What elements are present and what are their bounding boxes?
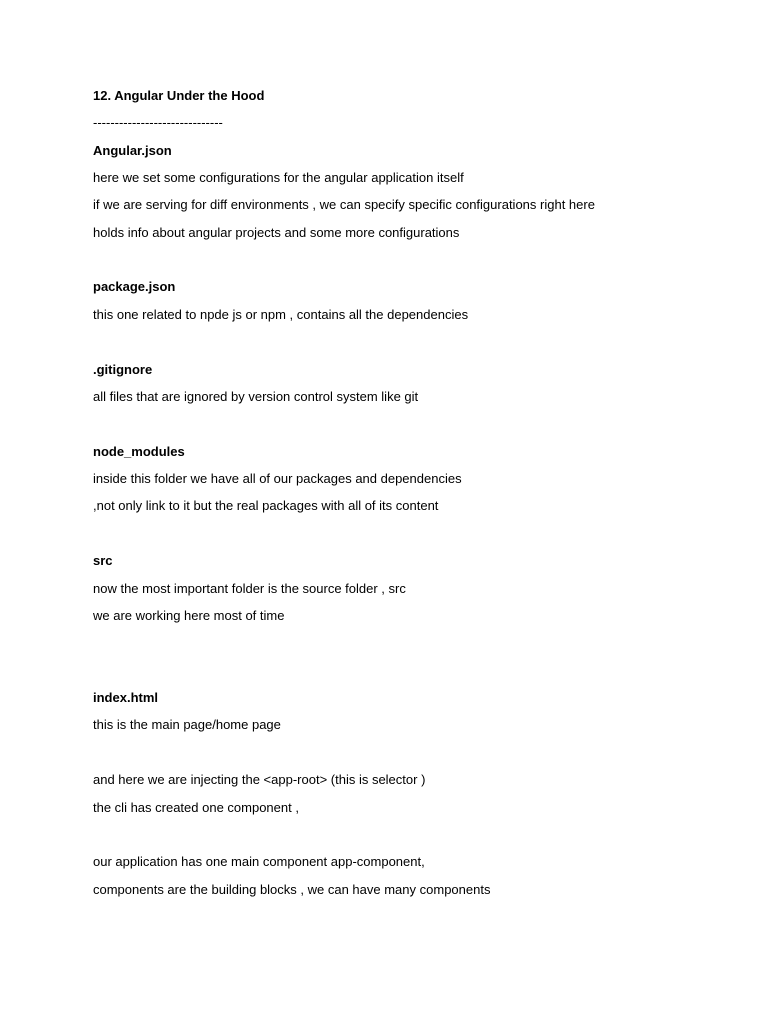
paragraph-line: the cli has created one component , bbox=[93, 800, 299, 815]
paragraph-line: components are the building blocks , we can have many components bbox=[93, 882, 491, 897]
paragraph-line: and here we are injecting the <app-root> (this is selector ) bbox=[93, 772, 426, 787]
doc-title: 12. Angular Under the Hood bbox=[93, 88, 265, 103]
section-heading-gitignore: .gitignore bbox=[93, 362, 153, 377]
paragraph-line: ,not only link to it but the real packages with all of its content bbox=[93, 498, 439, 513]
section-heading-src: src bbox=[93, 553, 113, 568]
paragraph-line: here we set some configurations for the angular application itself bbox=[93, 170, 464, 185]
paragraph-line: inside this folder we have all of our packages and dependencies bbox=[93, 471, 462, 486]
section-heading-index-html: index.html bbox=[93, 690, 159, 705]
paragraph-line: now the most important folder is the source folder , src bbox=[93, 581, 406, 596]
paragraph-line: we are working here most of time bbox=[93, 608, 285, 623]
paragraph-line: all files that are ignored by version control system like git bbox=[93, 389, 419, 404]
section-heading-package-json: package.json bbox=[93, 279, 176, 294]
section-heading-angular-json: Angular.json bbox=[93, 143, 172, 158]
section-heading-node-modules: node_modules bbox=[93, 444, 185, 459]
title-rule: ------------------------------ bbox=[93, 115, 223, 130]
paragraph-line: holds info about angular projects and some more configurations bbox=[93, 225, 460, 240]
paragraph-line: our application has one main component app-component, bbox=[93, 854, 425, 869]
paragraph-line: if we are serving for diff environments , we can specify specific configurations right here bbox=[93, 197, 595, 212]
paragraph-line: this one related to npde js or npm , contains all the dependencies bbox=[93, 307, 469, 322]
paragraph-line: this is the main page/home page bbox=[93, 717, 281, 732]
